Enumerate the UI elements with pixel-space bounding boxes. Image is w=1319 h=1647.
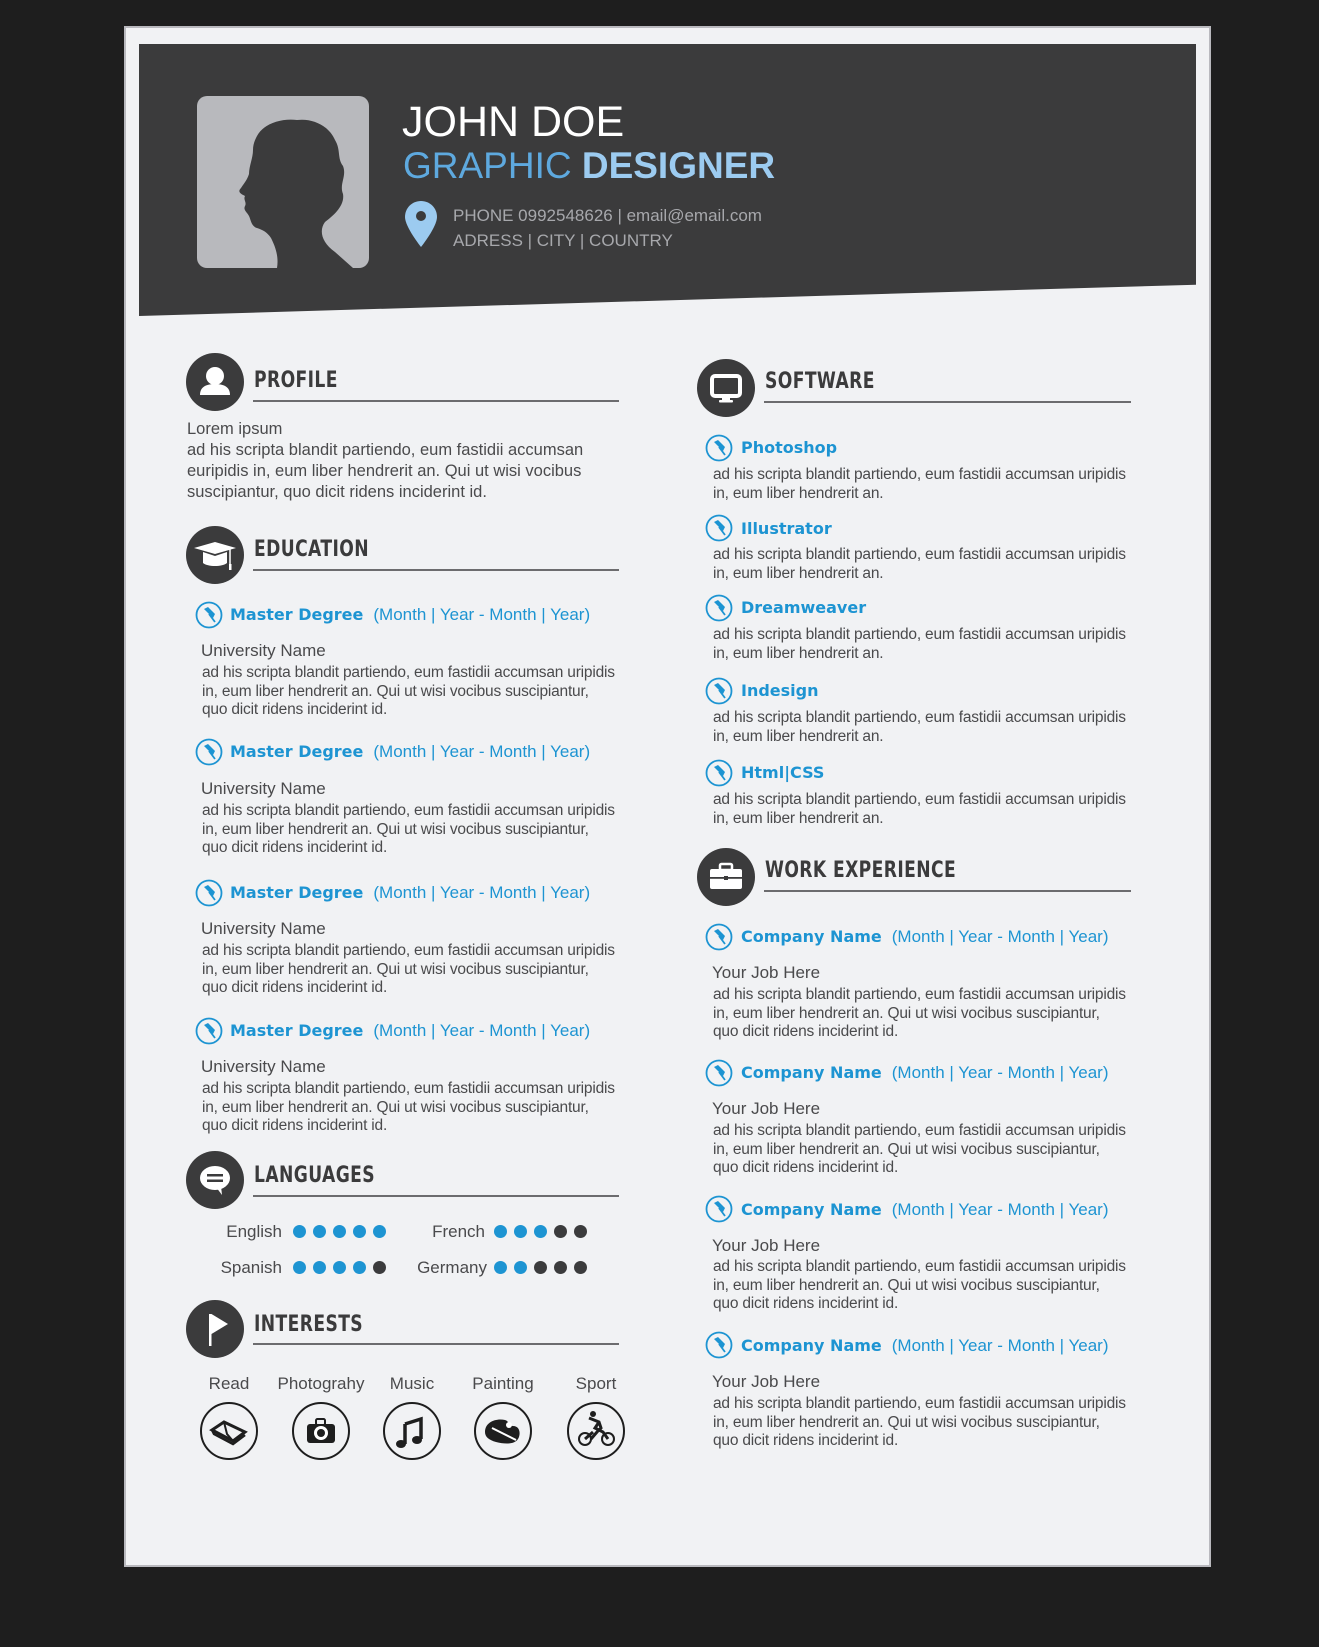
job-desc: ad his scripta blandit partiendo, eum fastidii accumsan uripidis in, eum liber hendrerit an. Qui ut wisi vocibus suscipiantur, quo dicit ridens inciderint id. (713, 1122, 1126, 1176)
job-dates: (Month | Year - Month | Year) (891, 927, 1109, 946)
pushpin-icon (195, 738, 223, 766)
company-name: Company Name (741, 1063, 882, 1082)
section-divider (253, 1195, 619, 1197)
software-desc: ad his scripta blandit partiendo, eum fastidii accumsan uripidis in, eum liber hendrerit an. (713, 626, 1126, 662)
profile-line: ad his scripta blandit partiendo, eum fastidii accumsan (187, 441, 584, 459)
profile-photo (197, 96, 369, 268)
degree-dates: (Month | Year - Month | Year) (373, 883, 591, 902)
education-desc: ad his scripta blandit partiendo, eum fastidii accumsan uripidis in, eum liber hendrerit an. Qui ut wisi vocibus suscipiantur, quo dicit ridens inciderint id. (202, 664, 615, 718)
profile-text (187, 419, 627, 503)
pushpin-icon (195, 601, 223, 629)
language-name: Germany (417, 1258, 487, 1277)
user-icon (186, 353, 244, 411)
profile-lead: Lorem ipsum (187, 420, 283, 438)
pushpin-icon (705, 434, 733, 462)
education-desc: ad his scripta blandit partiendo, eum fastidii accumsan uripidis in, eum liber hendrerit an. Qui ut wisi vocibus suscipiantur, quo dicit ridens inciderint id. (202, 802, 615, 856)
section-divider (764, 890, 1131, 892)
job-desc: ad his scripta blandit partiendo, eum fastidii accumsan uripidis in, eum liber hendrerit an. Qui ut wisi vocibus suscipiantur, quo dicit ridens inciderint id. (713, 1395, 1126, 1449)
degree-name: Master Degree (230, 605, 364, 624)
interest-label: Painting (472, 1374, 534, 1393)
section-title-work-experience: WORK EXPERIENCE (765, 858, 957, 883)
school-name: University Name (201, 1057, 326, 1076)
section-divider (764, 401, 1131, 403)
pushpin-icon (705, 514, 733, 542)
degree-title (230, 742, 590, 762)
degree-title (230, 883, 590, 903)
interest-label: Read (208, 1374, 250, 1393)
software-desc: ad his scripta blandit partiendo, eum fastidii accumsan uripidis in, eum liber hendrerit an. (713, 546, 1126, 582)
software-desc: ad his scripta blandit partiendo, eum fastidii accumsan uripidis in, eum liber hendrerit an. (713, 709, 1126, 745)
language-name: English (226, 1222, 282, 1241)
profile-silhouette-icon (197, 96, 369, 268)
section-divider (253, 400, 619, 402)
degree-title (230, 605, 590, 625)
company-title (741, 927, 1109, 947)
job-title: Your Job Here (712, 1372, 821, 1391)
interest-music (367, 1374, 457, 1460)
company-name: Company Name (741, 1336, 882, 1355)
company-name: Company Name (741, 927, 882, 946)
software-desc: ad his scripta blandit partiendo, eum fastidii accumsan uripidis in, eum liber hendrerit an. (713, 466, 1126, 502)
company-title (741, 1200, 1109, 1220)
job-dates: (Month | Year - Month | Year) (891, 1063, 1109, 1082)
interest-label: Music (389, 1374, 435, 1393)
language-rating-germany (494, 1261, 587, 1274)
pushpin-icon (705, 1331, 733, 1359)
job-title: Your Job Here (712, 1099, 821, 1118)
camera-icon (292, 1402, 350, 1460)
job-dates: (Month | Year - Month | Year) (891, 1336, 1109, 1355)
speech-bubble-icon (186, 1151, 244, 1209)
monitor-icon (697, 359, 755, 417)
pushpin-icon (195, 879, 223, 907)
cyclist-icon (567, 1402, 625, 1460)
job-title: Your Job Here (712, 963, 821, 982)
section-title-education: EDUCATION (254, 537, 370, 562)
software-name: Html|CSS (741, 763, 825, 782)
education-desc: ad his scripta blandit partiendo, eum fastidii accumsan uripidis in, eum liber hendrerit an. Qui ut wisi vocibus suscipiantur, quo dicit ridens inciderint id. (202, 1080, 615, 1134)
section-title-interests: INTERESTS (254, 1312, 364, 1337)
pushpin-icon (705, 677, 733, 705)
pushpin-icon (705, 1195, 733, 1223)
job-dates: (Month | Year - Month | Year) (891, 1200, 1109, 1219)
degree-name: Master Degree (230, 742, 364, 761)
education-desc: ad his scripta blandit partiendo, eum fastidii accumsan uripidis in, eum liber hendrerit an. Qui ut wisi vocibus suscipiantur, quo dicit ridens inciderint id. (202, 942, 615, 996)
graduation-cap-icon (186, 526, 244, 584)
job-desc: ad his scripta blandit partiendo, eum fastidii accumsan uripidis in, eum liber hendrerit an. Qui ut wisi vocibus suscipiantur, quo dicit ridens inciderint id. (713, 986, 1126, 1040)
briefcase-icon (697, 848, 755, 906)
pushpin-icon (705, 759, 733, 787)
degree-name: Master Degree (230, 883, 364, 902)
company-name: Company Name (741, 1200, 882, 1219)
location-pin-icon (405, 201, 437, 247)
job-title: Your Job Here (712, 1236, 821, 1255)
school-name: University Name (201, 641, 326, 660)
section-divider (253, 569, 619, 571)
degree-name: Master Degree (230, 1021, 364, 1040)
degree-dates: (Month | Year - Month | Year) (373, 605, 591, 624)
pushpin-icon (705, 594, 733, 622)
language-rating-english (293, 1225, 386, 1238)
contact-phone-email: PHONE 0992548626 | email@email.com (453, 206, 762, 225)
flag-icon (186, 1300, 244, 1358)
interest-sport (551, 1374, 641, 1460)
school-name: University Name (201, 779, 326, 798)
software-name: Photoshop (741, 438, 838, 457)
pushpin-icon (195, 1017, 223, 1045)
profile-line: suscipiantur, quo dicit ridens inciderint id. (187, 483, 487, 501)
profile-line: euripidis in, eum liber hendrerit an. Qui ut wisi vocibus (187, 462, 582, 480)
candidate-name: JOHN DOE (402, 98, 625, 146)
section-title-languages: LANGUAGES (254, 1163, 376, 1188)
degree-dates: (Month | Year - Month | Year) (373, 742, 591, 761)
paint-palette-icon (474, 1402, 532, 1460)
degree-title (230, 1021, 590, 1041)
language-rating-spanish (293, 1261, 386, 1274)
software-desc: ad his scripta blandit partiendo, eum fastidii accumsan uripidis in, eum liber hendrerit an. (713, 791, 1126, 827)
software-name: Indesign (741, 681, 819, 700)
role-bold: DESIGNER (581, 145, 776, 186)
language-name: French (432, 1222, 485, 1241)
role-light: GRAPHIC (403, 145, 582, 186)
language-rating-french (494, 1225, 587, 1238)
contact-address: ADRESS | CITY | COUNTRY (453, 231, 673, 250)
degree-dates: (Month | Year - Month | Year) (373, 1021, 591, 1040)
interest-label: Sport (575, 1374, 617, 1393)
section-title-profile: PROFILE (254, 368, 338, 393)
section-title-software: SOFTWARE (765, 369, 875, 394)
interest-photography (276, 1374, 366, 1460)
section-divider (253, 1343, 619, 1345)
interest-painting (458, 1374, 548, 1460)
job-desc: ad his scripta blandit partiendo, eum fastidii accumsan uripidis in, eum liber hendrerit an. Qui ut wisi vocibus suscipiantur, quo dicit ridens inciderint id. (713, 1258, 1126, 1312)
language-name: Spanish (220, 1258, 282, 1277)
software-name: Dreamweaver (741, 598, 867, 617)
school-name: University Name (201, 919, 326, 938)
book-icon (200, 1402, 258, 1460)
interest-label: Photograhy (277, 1374, 365, 1393)
company-title (741, 1063, 1109, 1083)
music-note-icon (383, 1402, 441, 1460)
pushpin-icon (705, 1059, 733, 1087)
interest-read (184, 1374, 274, 1460)
company-title (741, 1336, 1109, 1356)
candidate-role (403, 145, 775, 187)
pushpin-icon (705, 923, 733, 951)
software-name: Illustrator (741, 519, 832, 538)
